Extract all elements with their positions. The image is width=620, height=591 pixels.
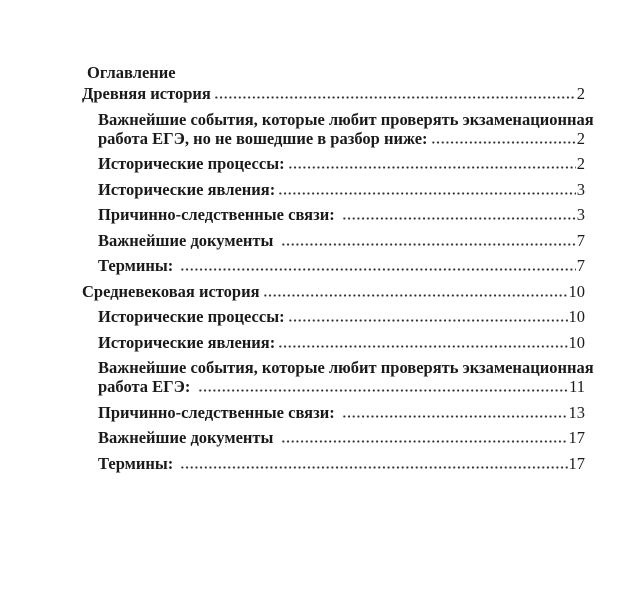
toc-entry-line [98, 428, 585, 447]
toc-entry-text: Термины: [98, 256, 178, 275]
page-number: 2 [576, 84, 585, 103]
dot-leader [341, 403, 568, 422]
toc-entry-line [98, 180, 585, 199]
toc-entry-text: работа ЕГЭ, но не вошедшие в разбор ниже: [98, 128, 428, 148]
toc-entry-text: Исторические явления: [98, 332, 276, 352]
toc-entry-text: Исторические процессы: [98, 154, 285, 173]
toc-entry-text: Средневековая история [82, 281, 260, 301]
toc-entry[interactable] [98, 403, 585, 422]
dot-leader [262, 282, 568, 301]
toc-entry[interactable] [98, 231, 585, 250]
toc-entry[interactable] [98, 256, 585, 275]
dot-leader [287, 307, 568, 326]
dot-leader [277, 333, 567, 352]
toc-entry-line [98, 454, 585, 473]
dot-leader [197, 377, 569, 396]
toc-entry[interactable] [98, 454, 585, 473]
toc-entry[interactable] [98, 109, 594, 148]
toc-entry-line [82, 282, 585, 301]
toc-entry[interactable] [82, 282, 585, 301]
toc-entry-line [98, 129, 585, 148]
toc-entry-text: Термины: [98, 453, 178, 473]
toc-title: Оглавление [87, 63, 176, 82]
page-number: 7 [576, 230, 585, 250]
dot-leader [179, 454, 567, 473]
page-number: 3 [576, 205, 585, 224]
page-number: 2 [576, 154, 585, 173]
toc-entry-text: Причинно-следственные связи: [98, 205, 339, 224]
toc-entry-text: Причинно-следственные связи: [98, 402, 339, 422]
toc-entry-line [98, 154, 585, 173]
toc-entry-text: Важнейшие события, которые любит проверять экзаменационная [98, 358, 594, 377]
toc-entry[interactable] [98, 333, 585, 352]
page-number: 2 [576, 128, 585, 148]
toc-entry-line [98, 377, 585, 396]
dot-leader [280, 428, 568, 447]
page-number: 10 [568, 281, 585, 301]
page-number: 17 [568, 428, 585, 447]
toc-entry-line [98, 256, 585, 275]
toc-entry[interactable] [98, 205, 585, 224]
dot-leader [277, 180, 576, 199]
page-number: 13 [568, 402, 585, 422]
toc-entry-line [98, 333, 585, 352]
toc-entry[interactable] [98, 180, 585, 199]
toc-entry[interactable] [98, 428, 585, 447]
page-number: 11 [569, 377, 585, 396]
toc-entry-text: Важнейшие документы [98, 230, 278, 250]
page-number: 7 [576, 256, 585, 275]
dot-leader [287, 154, 576, 173]
dot-leader [430, 129, 576, 148]
page-number: 10 [568, 307, 585, 326]
toc-entry-text: работа ЕГЭ: [98, 377, 195, 396]
toc-entry[interactable] [98, 358, 594, 396]
dot-leader [213, 84, 576, 103]
toc-entry-line [98, 205, 585, 224]
toc-entry-text: Важнейшие документы [98, 428, 278, 447]
dot-leader [280, 231, 576, 250]
toc-entry-text: Исторические процессы: [98, 307, 285, 326]
toc-entry-line [98, 231, 585, 250]
toc-entry[interactable] [98, 307, 585, 326]
toc-entry-line [98, 403, 585, 422]
page-number: 3 [576, 179, 585, 199]
toc-entry[interactable] [82, 84, 585, 103]
page-number: 10 [568, 332, 585, 352]
toc-entry-text: Исторические явления: [98, 179, 276, 199]
page-number: 17 [568, 453, 585, 473]
dot-leader [179, 256, 575, 275]
toc-list [82, 84, 594, 473]
toc-entry-text: Важнейшие события, которые любит проверять экзаменационная [98, 109, 594, 129]
toc-entry-line [82, 84, 585, 103]
toc-entry[interactable] [98, 154, 585, 173]
dot-leader [341, 205, 576, 224]
toc-entry-line [98, 307, 585, 326]
toc-entry-text: Древняя история [82, 84, 211, 103]
